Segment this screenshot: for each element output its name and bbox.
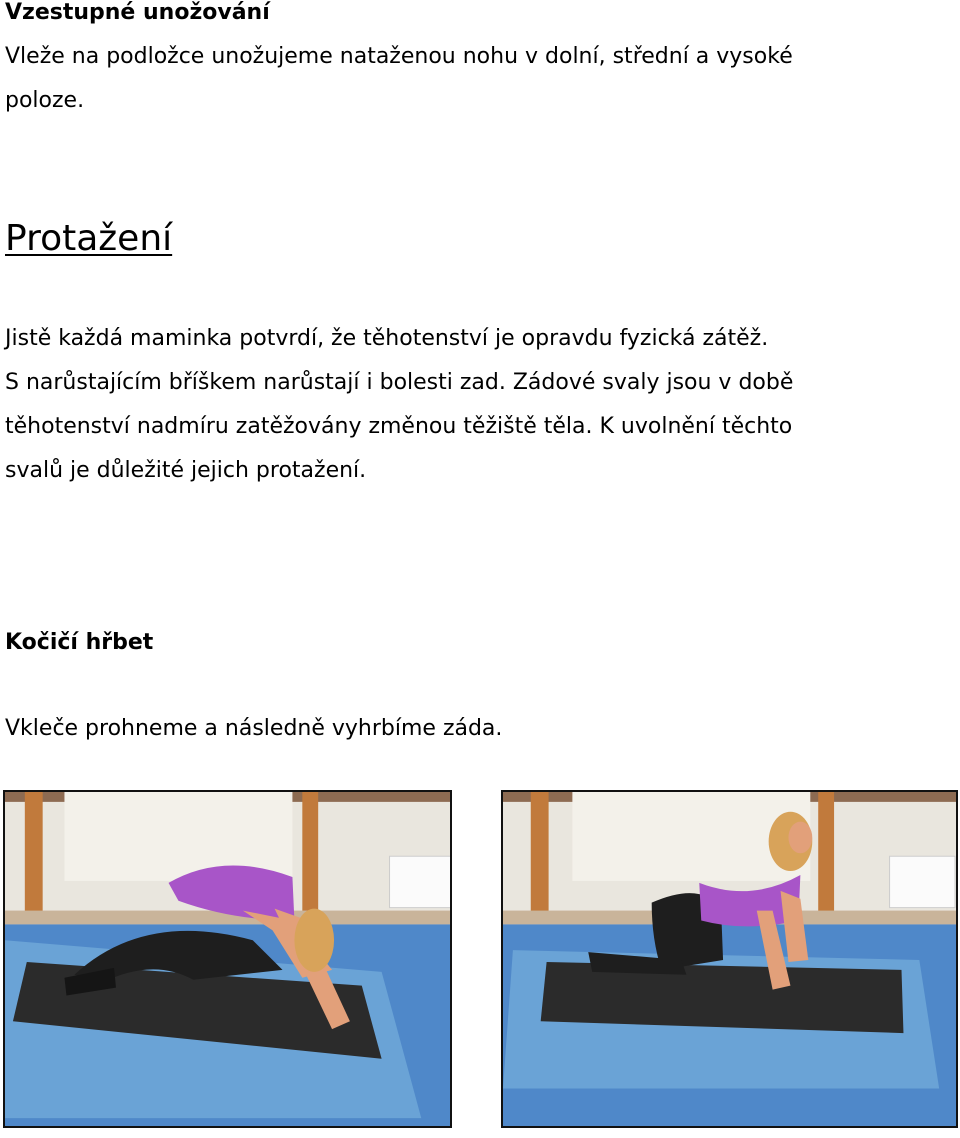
photo-cat-back-hollow — [501, 790, 958, 1128]
photo-cat-back-arched-illustration — [5, 792, 450, 1126]
stretching-line-4: svalů je důležité jejich protažení. — [5, 458, 367, 483]
abduction-text-line-1: Vleže na podložce unožujeme nataženou nohu v dolní, střední a vysoké — [5, 44, 793, 69]
stretching-line-1: Jistě každá maminka potvrdí, že těhotenství je opravdu fyzická zátěž. — [5, 326, 769, 351]
stretching-line-2: S narůstajícím bříškem narůstají i bolesti zad. Zádové svaly jsou v době — [5, 370, 794, 395]
section-heading-stretching: Protažení — [5, 218, 173, 259]
photo-cat-back-arched — [3, 790, 452, 1128]
abduction-text-line-2: poloze. — [5, 88, 85, 113]
stretching-line-3: těhotenství nadmíru zatěžovány změnou těžiště těla. K uvolnění těchto — [5, 414, 793, 439]
cat-back-text: Vkleče prohneme a následně vyhrbíme záda. — [5, 716, 503, 741]
section-heading-abduction: Vzestupné unožování — [5, 0, 270, 25]
photo-cat-back-hollow-illustration — [503, 792, 956, 1126]
section-heading-cat-back: Kočičí hřbet — [5, 630, 154, 655]
